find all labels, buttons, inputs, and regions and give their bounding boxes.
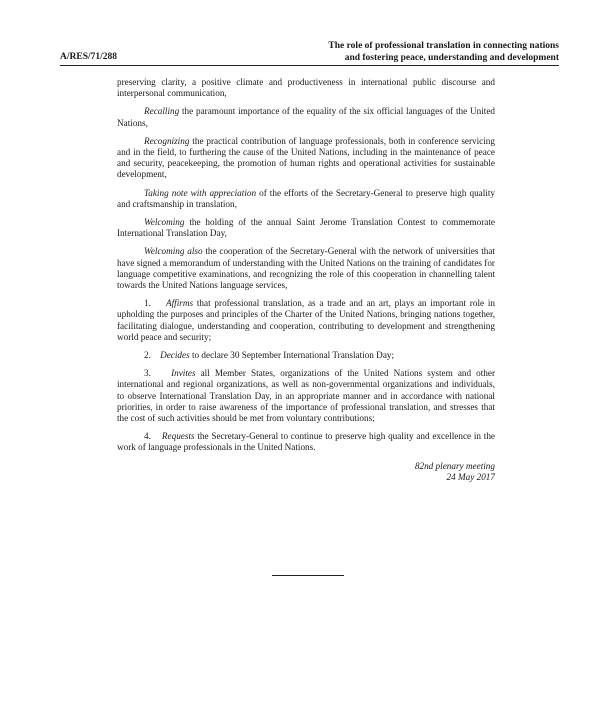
operative-paragraph-3 <box>117 368 495 424</box>
running-title-line-1: The role of professional translation in connecting nations <box>328 41 559 51</box>
resolution-body <box>117 77 495 483</box>
document-symbol: A/RES/71/288 <box>60 52 118 62</box>
plenary-meeting: 82nd plenary meeting <box>414 460 495 471</box>
document-running-title <box>309 40 559 64</box>
paragraph-lead: Affirms <box>166 298 194 309</box>
paragraph-text: to declare 30 September International Translation Day; <box>189 350 395 361</box>
running-title-line-2: and fostering peace, understanding and development <box>344 53 559 63</box>
paragraph-lead: Invites <box>171 368 196 379</box>
paragraph-number: 2. <box>144 350 151 361</box>
paragraph-lead: Decides <box>160 350 190 361</box>
paragraph-text: all Member States, organizations of the United Nations system and other international and regional organizations, as well as non-governmental organizations and individuals, to observe International Translation Day, in an appropriate manner and in accordance with national priorities, in order to raise awareness of the importance of professional translation, and stresses that the cost of such activities should be met from voluntary contributions; <box>117 368 496 424</box>
preamble-paragraph <box>117 217 495 239</box>
paragraph-number: 4. <box>144 431 151 442</box>
paragraph-lead: Requests <box>161 431 195 442</box>
paragraph-lead: Welcoming <box>144 217 185 228</box>
paragraph-lead: Recognizing <box>144 135 190 146</box>
paragraph-number: 1. <box>144 298 151 309</box>
paragraph-lead: Welcoming also <box>144 246 203 257</box>
operative-paragraph-4 <box>117 431 495 453</box>
paragraph-text: of the efforts of the Secretary-General to preserve high quality and craftsmanship in translation, <box>117 187 495 209</box>
paragraph-text: the Secretary-General to continue to preserve high quality and excellence in the work of language professionals in the United Nations. <box>117 431 495 453</box>
paragraph-text: the cooperation of the Secretary-General with the network of universities that have signed a memorandum of understanding with the United Nations on the training of candidates for language competitive examinations, and recognizing the role of this cooperation in channelling talent towards the United Nations language services, <box>117 246 495 291</box>
paragraph-lead: Taking note with appreciation <box>144 187 257 198</box>
preamble-paragraph <box>117 136 495 181</box>
paragraph-lead: Recalling <box>144 106 180 117</box>
paragraph-number: 3. <box>144 368 151 379</box>
paragraph-text: preserving clarity, a positive climate and productiveness in international public discourse and interpersonal communication, <box>117 77 495 99</box>
end-of-document-rule <box>272 575 344 576</box>
operative-paragraph-1 <box>117 298 495 343</box>
header-rule <box>60 65 559 66</box>
adoption-signature <box>117 461 495 483</box>
paragraph-continuation <box>117 77 495 99</box>
preamble-paragraph <box>117 106 495 128</box>
preamble-paragraph <box>117 188 495 210</box>
adoption-date: 24 May 2017 <box>446 471 495 482</box>
paragraph-text: the holding of the annual Saint Jerome Translation Contest to commemorate International Translation Day, <box>117 217 495 239</box>
paragraph-text: the practical contribution of language professionals, both in conference servicing and in the field, to furthering the cause of the United Nations, including in the maintenance of peace and security, peacekeeping, the promotion of human rights and operational activities for sustainable development, <box>117 135 495 180</box>
paragraph-text: the paramount importance of the equality of the six official languages of the United Nations, <box>117 106 495 128</box>
preamble-paragraph <box>117 246 495 291</box>
paragraph-text: that professional translation, as a trade and an art, plays an important role in upholding the purposes and principles of the Charter of the United Nations, bringing nations together, facilitating dialogue, understanding and cooperation, contributing to development and strengthening world peace and security; <box>117 298 495 342</box>
operative-paragraph-2 <box>117 350 495 361</box>
